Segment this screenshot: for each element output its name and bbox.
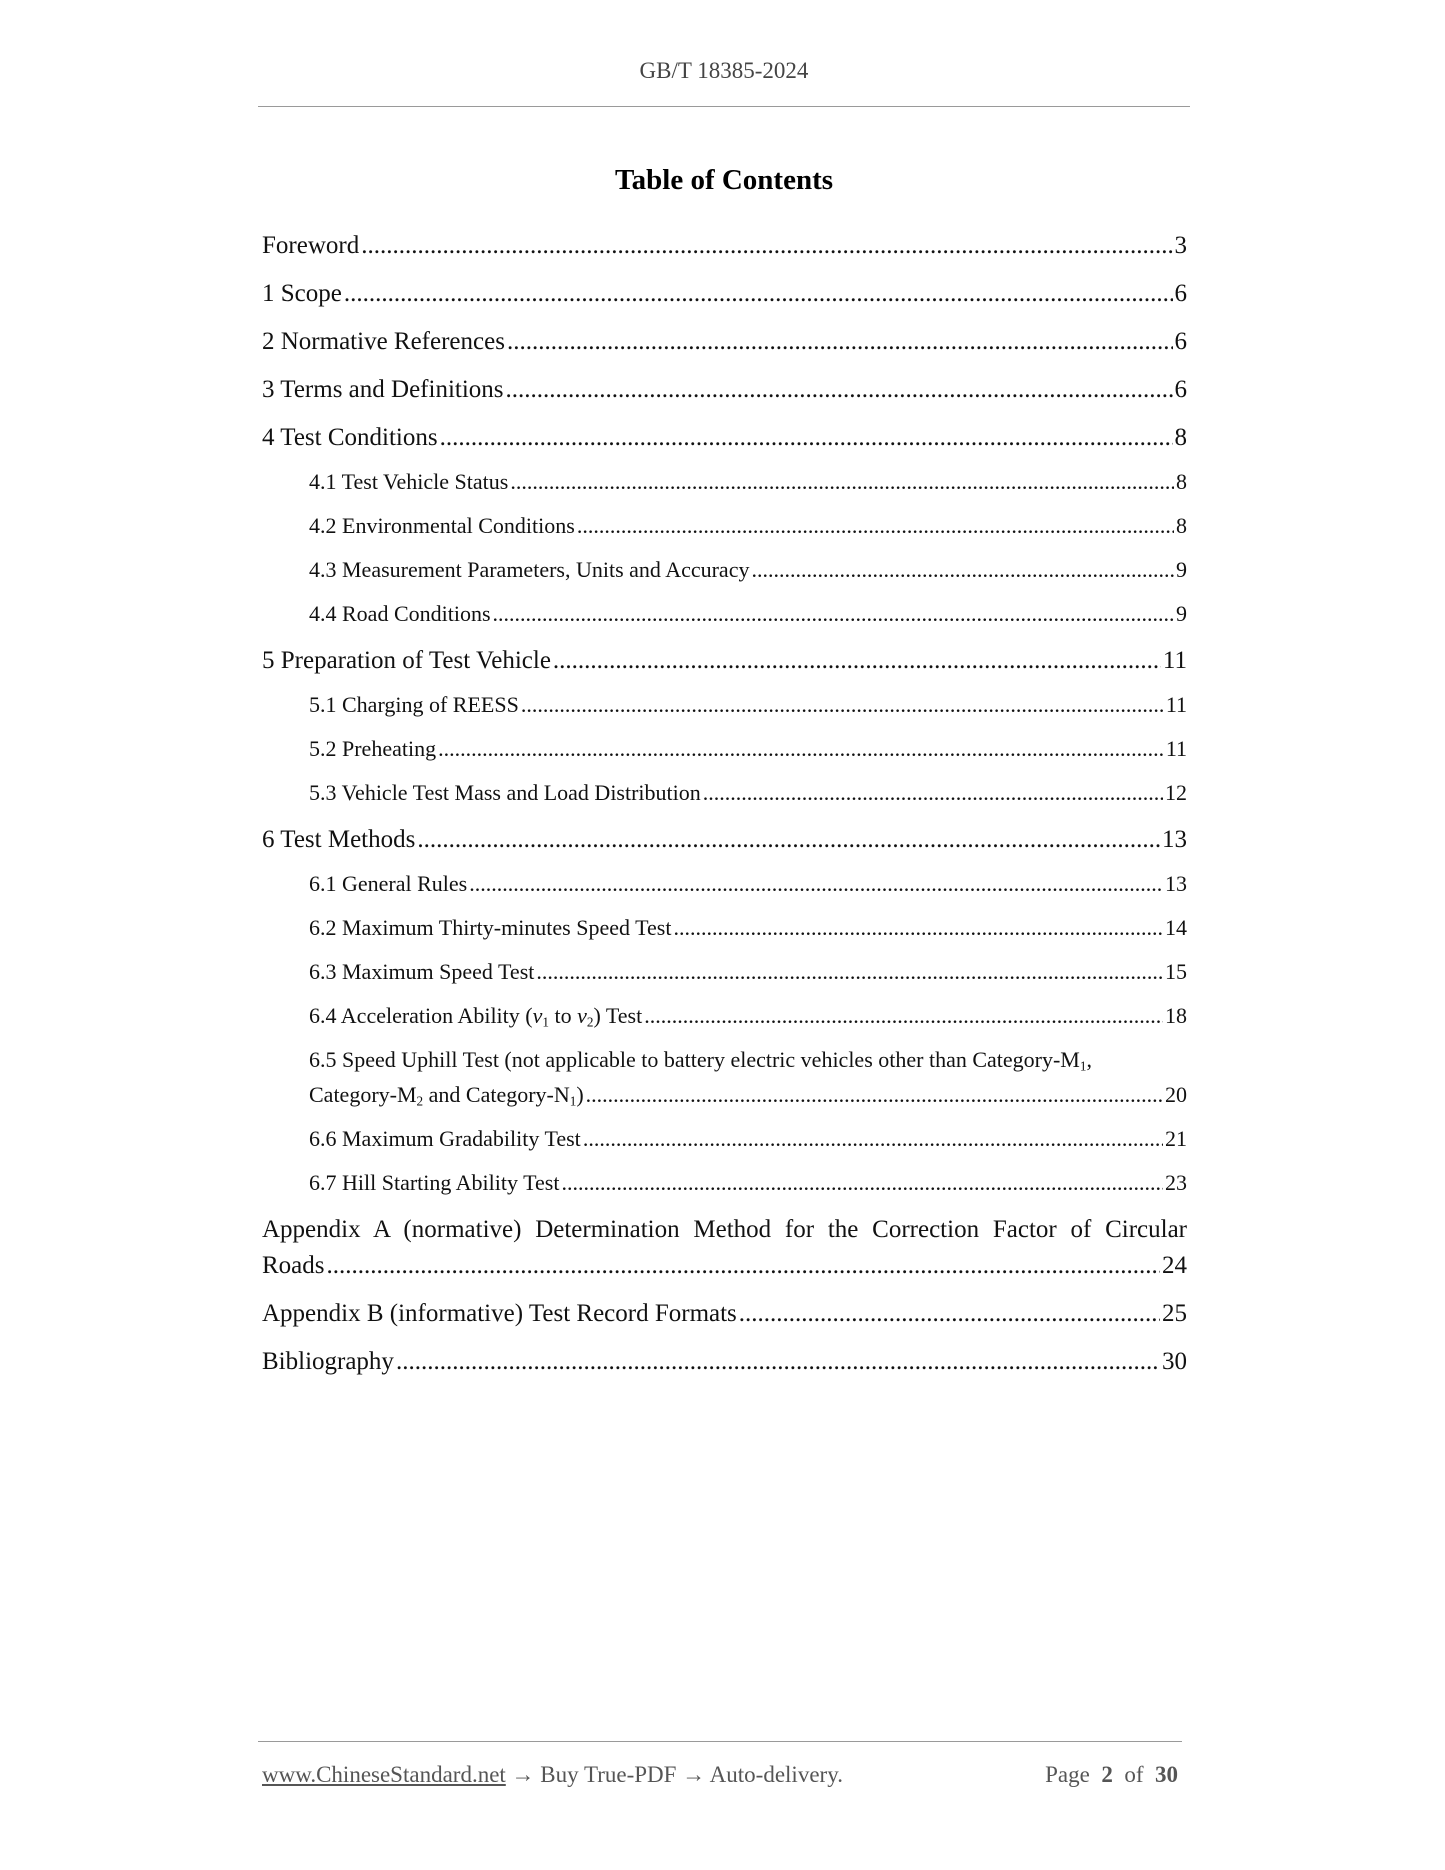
toc-entry-speed-uphill-line2[interactable]	[309, 1082, 1187, 1108]
dot-leader	[507, 328, 1173, 356]
label-text: 6.5 Speed Uphill Test (not applicable to battery electric vehicles other than Category-M	[309, 1047, 1080, 1072]
dot-leader	[469, 871, 1163, 897]
toc-entry-label: 4.3 Measurement Parameters, Units and Accuracy	[309, 557, 750, 582]
label-punct: ,	[1086, 1047, 1092, 1072]
toc-entry-page: 8	[1176, 513, 1187, 538]
toc-entry-preparation-of-test-vehicle[interactable]	[262, 647, 1187, 675]
toc-entry-page: 6	[1174, 280, 1187, 307]
label-variable: v	[577, 1003, 587, 1028]
dot-leader	[751, 557, 1174, 583]
toc-entry-charging-of-reess[interactable]	[309, 692, 1187, 718]
toc-entry-page: 30	[1162, 1348, 1187, 1375]
toc-entry-page: 11	[1162, 647, 1187, 674]
toc-entry-page: 18	[1165, 1003, 1187, 1028]
page-word: Page	[1045, 1762, 1090, 1787]
dot-leader	[440, 424, 1173, 452]
of-word: of	[1124, 1762, 1144, 1787]
toc-entry-label: Foreword	[262, 232, 360, 259]
toc-entry-page: 25	[1162, 1300, 1187, 1327]
toc-entry-vehicle-test-mass[interactable]	[309, 780, 1187, 806]
dot-leader	[327, 1252, 1161, 1280]
toc-entry-page: 13	[1162, 826, 1187, 853]
footer-promo	[262, 1762, 843, 1788]
toc-entry-test-conditions[interactable]	[262, 424, 1187, 452]
dot-leader	[577, 513, 1174, 539]
toc-entry-terms-and-definitions[interactable]	[262, 376, 1187, 404]
current-page-number: 2	[1101, 1762, 1113, 1787]
arrow-right-icon: →	[682, 1762, 706, 1787]
toc-entry-environmental-conditions[interactable]	[309, 513, 1187, 539]
toc-entry-label: Bibliography	[262, 1348, 394, 1375]
dot-leader	[361, 232, 1172, 260]
toc-entry-max-thirty-minutes-speed[interactable]	[309, 915, 1187, 941]
label-prefix: 6.4 Acceleration Ability (	[309, 1003, 533, 1028]
label-subscript: 1	[569, 1093, 577, 1109]
dot-leader	[438, 736, 1164, 762]
toc-entry-measurement-parameters[interactable]	[309, 557, 1187, 583]
toc-entry-page: 21	[1165, 1126, 1187, 1151]
toc-entry-label: 5 Preparation of Test Vehicle	[262, 647, 551, 674]
dot-leader	[521, 692, 1164, 718]
toc-entry-page: 14	[1165, 915, 1187, 940]
toc-entry-test-vehicle-status[interactable]	[309, 469, 1187, 495]
toc-entry-label: 6.3 Maximum Speed Test	[309, 959, 535, 984]
auto-delivery-text: Auto-delivery.	[709, 1762, 843, 1787]
toc-entry-label: 4.1 Test Vehicle Status	[309, 469, 509, 494]
label-connector: to	[548, 1003, 578, 1028]
toc-entry-page: 11	[1165, 736, 1187, 761]
toc-entry-label: 6.1 General Rules	[309, 871, 468, 896]
toc-entry-label: 2 Normative References	[262, 328, 505, 355]
toc-entry-appendix-b[interactable]	[262, 1300, 1187, 1328]
toc-entry-label: 5.3 Vehicle Test Mass and Load Distribution	[309, 780, 701, 805]
footer-rule	[258, 1741, 1182, 1742]
toc-entry-label	[309, 1003, 642, 1029]
toc-entry-page: 13	[1165, 871, 1187, 896]
dot-leader	[561, 1170, 1163, 1196]
label-suffix: ) Test	[593, 1003, 643, 1028]
label-subscript: 1	[542, 1014, 549, 1030]
dot-leader	[553, 647, 1161, 675]
toc-entry-page: 12	[1165, 780, 1187, 805]
toc-entry-acceleration-ability[interactable]	[309, 1003, 1187, 1029]
toc-entry-label: 4.4 Road Conditions	[309, 601, 491, 626]
toc-entry-page: 20	[1165, 1082, 1187, 1107]
toc-entry-page: 6	[1174, 376, 1187, 403]
label-text: and Category-N	[423, 1082, 570, 1107]
dot-leader	[344, 280, 1173, 308]
label-subscript: 2	[586, 1014, 594, 1030]
toc-entry-road-conditions[interactable]	[309, 601, 1187, 627]
dot-leader	[506, 376, 1173, 404]
dot-leader	[644, 1003, 1163, 1029]
toc-entry-page: 9	[1176, 557, 1187, 582]
toc-entry-maximum-gradability[interactable]	[309, 1126, 1187, 1152]
dot-leader	[583, 1126, 1163, 1152]
total-pages-number: 30	[1155, 1762, 1178, 1787]
dot-leader	[417, 826, 1160, 854]
website-link[interactable]: www.ChineseStandard.net	[262, 1762, 506, 1787]
toc-entry-label: 6.7 Hill Starting Ability Test	[309, 1170, 560, 1195]
label-punct: )	[576, 1082, 584, 1107]
toc-entry-scope[interactable]	[262, 280, 1187, 308]
dot-leader	[739, 1300, 1160, 1328]
toc-entry-label: 4.2 Environmental Conditions	[309, 513, 575, 538]
toc-entry-label: 5.2 Preheating	[309, 736, 437, 761]
dot-leader	[536, 959, 1163, 985]
toc-entry-page: 3	[1174, 232, 1187, 259]
toc-entry-foreword[interactable]	[262, 232, 1187, 260]
arrow-right-icon: →	[511, 1762, 535, 1787]
toc-entry-page: 15	[1165, 959, 1187, 984]
toc-entry-page: 8	[1174, 424, 1187, 451]
toc-title: Table of Contents	[614, 164, 834, 196]
dot-leader	[396, 1348, 1160, 1376]
dot-leader	[510, 469, 1174, 495]
toc-entry-page: 23	[1165, 1170, 1187, 1195]
toc-entry-label: Appendix B (informative) Test Record Formats	[262, 1300, 737, 1327]
dot-leader	[586, 1082, 1163, 1108]
toc-entry-page: 6	[1174, 328, 1187, 355]
toc-entry-test-methods[interactable]	[262, 826, 1187, 854]
label-variable: v	[532, 1003, 543, 1028]
toc-entry-label: 3 Terms and Definitions	[262, 376, 504, 403]
toc-entry-maximum-speed-test[interactable]	[309, 959, 1187, 985]
toc-entry-speed-uphill-line1[interactable]	[309, 1047, 1187, 1073]
toc-entry-label: Roads	[262, 1252, 325, 1279]
toc-entry-normative-references[interactable]	[262, 328, 1187, 356]
toc-entry-preheating[interactable]	[309, 736, 1187, 762]
toc-entry-hill-starting-ability[interactable]	[309, 1170, 1187, 1196]
toc-entry-appendix-a-line1[interactable]: Appendix A (normative) Determination Method for the Correction Factor of Circular	[262, 1216, 1187, 1243]
toc-entry-label: 4 Test Conditions	[262, 424, 438, 451]
toc-entry-page: 24	[1162, 1252, 1187, 1279]
page-indicator	[1045, 1762, 1178, 1788]
toc-entry-general-rules[interactable]	[309, 871, 1187, 897]
dot-leader	[493, 601, 1174, 627]
toc-entry-bibliography[interactable]	[262, 1348, 1187, 1376]
dot-leader	[703, 780, 1163, 806]
label-text: Category-M	[309, 1082, 417, 1107]
toc-entry-page: 11	[1165, 692, 1187, 717]
label-subscript: 1	[1079, 1058, 1087, 1074]
dot-leader	[673, 915, 1163, 941]
toc-entry-page: 9	[1176, 601, 1187, 626]
toc-entry-label: 6 Test Methods	[262, 826, 416, 853]
document-id-header: GB/T 18385-2024	[639, 58, 809, 83]
toc-entry-label: 6.2 Maximum Thirty-minutes Speed Test	[309, 915, 672, 940]
toc-entry-label: 5.1 Charging of REESS	[309, 692, 519, 717]
toc-entry-label: 1 Scope	[262, 280, 342, 307]
label-subscript: 2	[416, 1093, 424, 1109]
buy-true-pdf-text: Buy True-PDF	[540, 1762, 677, 1787]
toc-entry-label: 6.6 Maximum Gradability Test	[309, 1126, 581, 1151]
toc-entry-page: 8	[1176, 469, 1187, 494]
toc-entry-label	[309, 1082, 584, 1108]
toc-entry-appendix-a-line2[interactable]	[262, 1252, 1187, 1280]
